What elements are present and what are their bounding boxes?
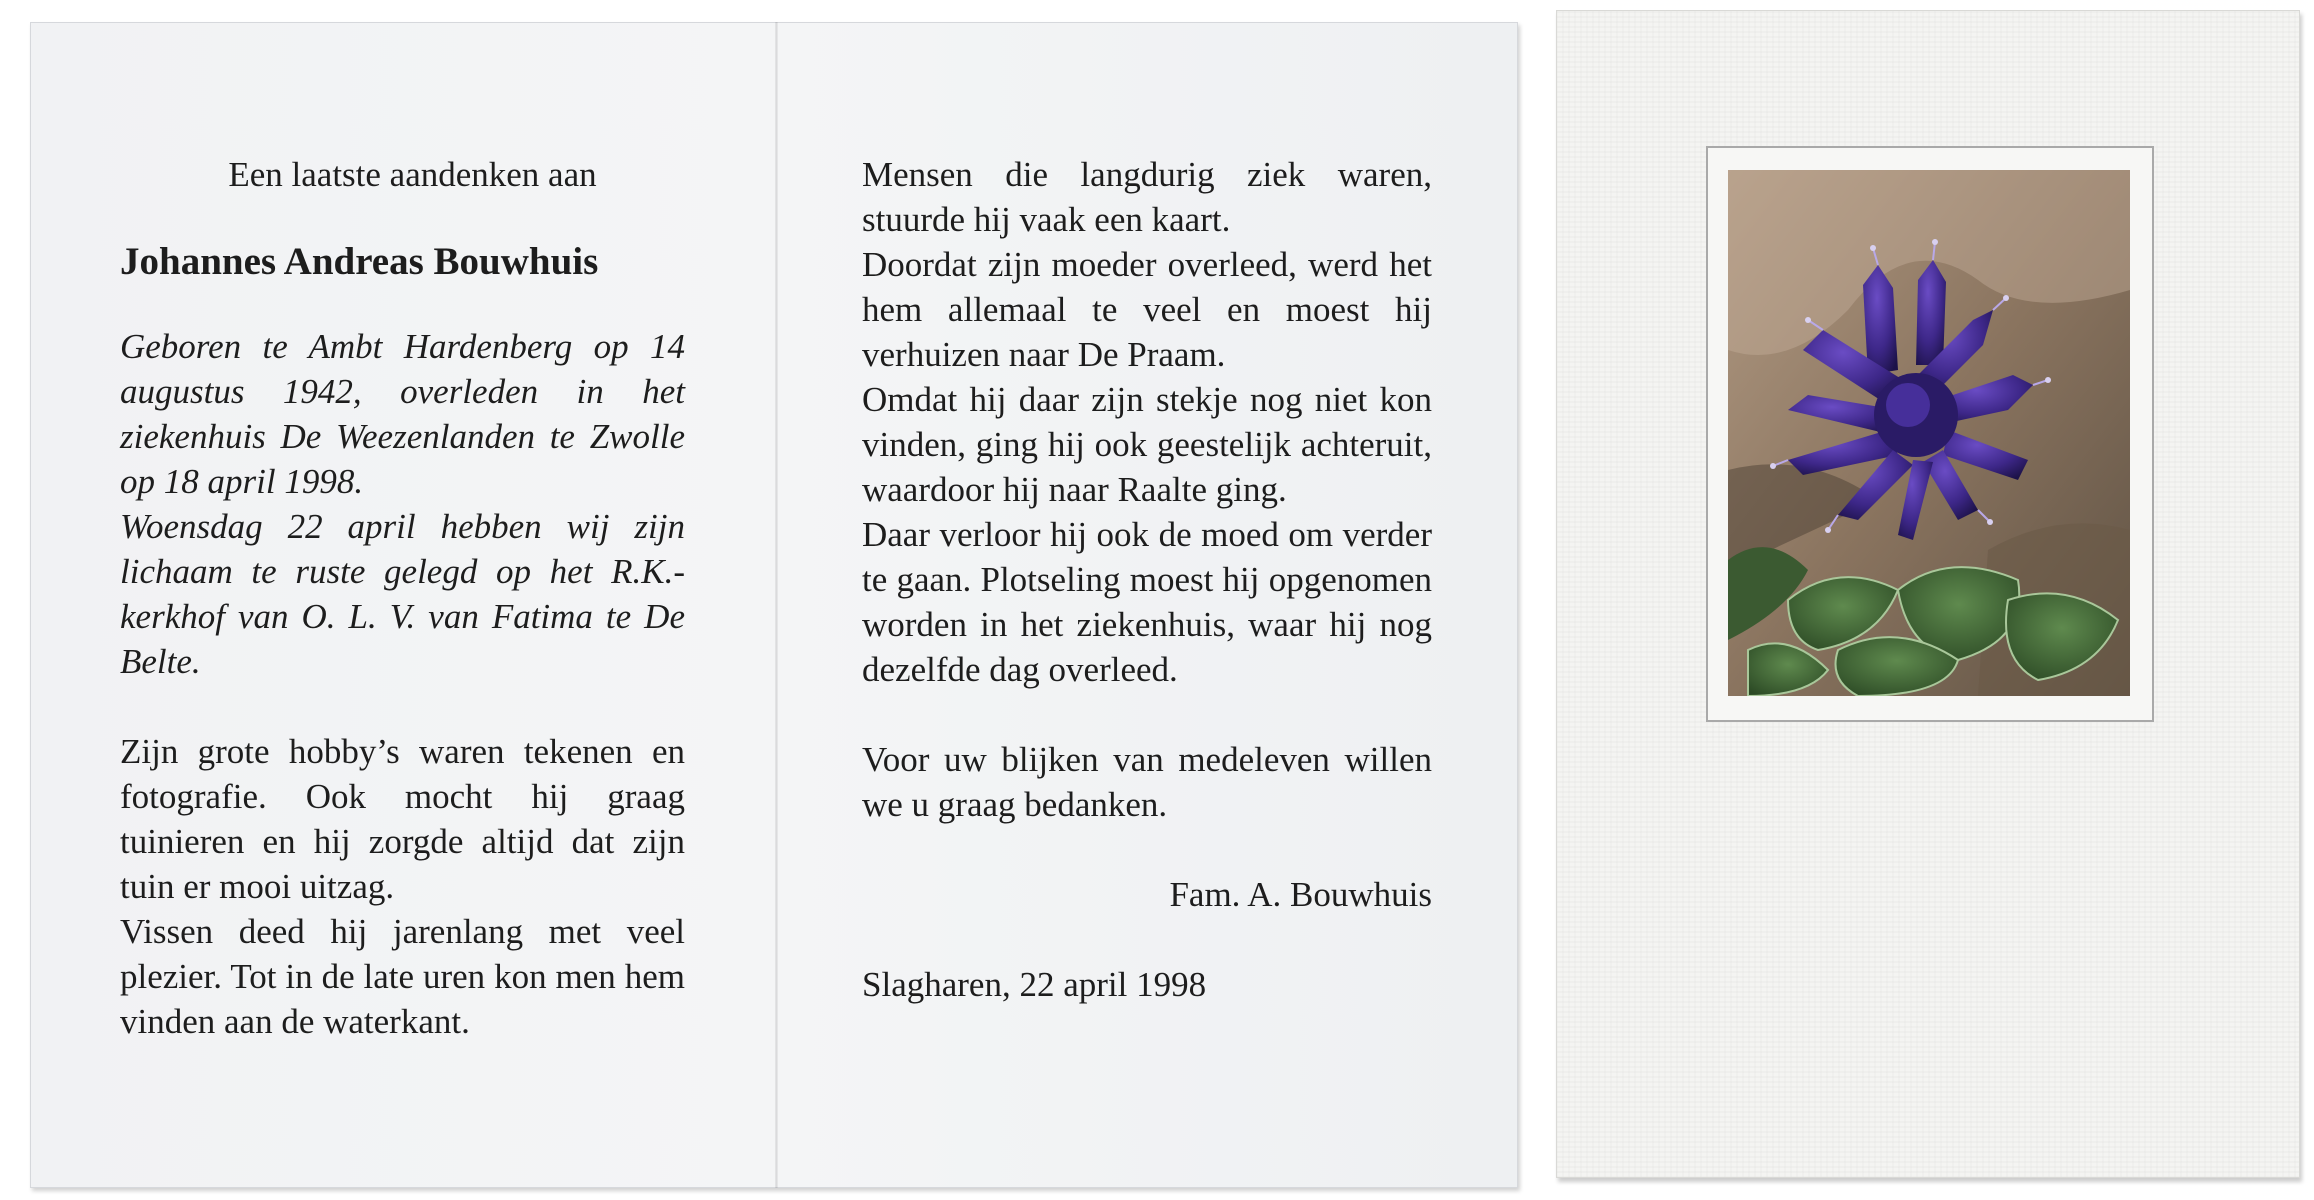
thanks-text: Voor uw blijken van medeleven willen we u graag bedanken. bbox=[862, 740, 1432, 824]
photo-frame bbox=[1706, 146, 2154, 722]
card-fold bbox=[775, 22, 778, 1188]
place-date: Slagharen, 22 april 1998 bbox=[862, 965, 1207, 1004]
family-signature: Fam. A. Bouwhuis bbox=[1169, 875, 1432, 914]
mother-text: Doordat zijn moeder overleed, werd het hem allemaal te veel en moest hij verhuizen naar De Praam. bbox=[862, 245, 1432, 374]
birth-death-text: Geboren te Ambt Hardenberg op 14 augustus 1942, overleden in het ziekenhuis De Weezenlanden te Zwolle op 18 april 1998. bbox=[120, 327, 685, 501]
burial-text: Woensdag 22 april hebben wij zijn lichaam te ruste gelegd op het R.K.-kerkhof van O. L. V. van Fatima te De Belte. bbox=[120, 507, 685, 681]
fishing-text: Vissen deed hij jarenlang met veel plezier. Tot in de late uren kon men hem vinden aan de waterkant. bbox=[120, 912, 685, 1041]
hospital-text: Daar verloor hij ook de moed om verder te gaan. Plotseling moest hij opgenomen worden in het ziekenhuis, waar hij nog dezelfde dag overleed. bbox=[862, 515, 1432, 689]
left-panel bbox=[120, 152, 685, 1044]
purple-flower-photo bbox=[1728, 170, 2130, 696]
hobbies-text: Zijn grote hobby’s waren tekenen en fotografie. Ook mocht hij graag tuinieren en hij zorgde altijd dat zijn tuin er mooi uitzag. bbox=[120, 732, 685, 906]
memorial-card-cover bbox=[1556, 10, 2300, 1178]
cards-text: Mensen die langdurig ziek waren, stuurde hij vaak een kaart. bbox=[862, 155, 1432, 239]
deceased-name: Johannes Andreas Bouwhuis bbox=[120, 240, 599, 283]
intro-text: Een laatste aandenken aan bbox=[228, 155, 597, 194]
right-panel bbox=[862, 152, 1432, 1007]
raalte-text: Omdat hij daar zijn stekje nog niet kon vinden, ging hij ook geestelijk achteruit, waardoor hij naar Raalte ging. bbox=[862, 380, 1432, 509]
